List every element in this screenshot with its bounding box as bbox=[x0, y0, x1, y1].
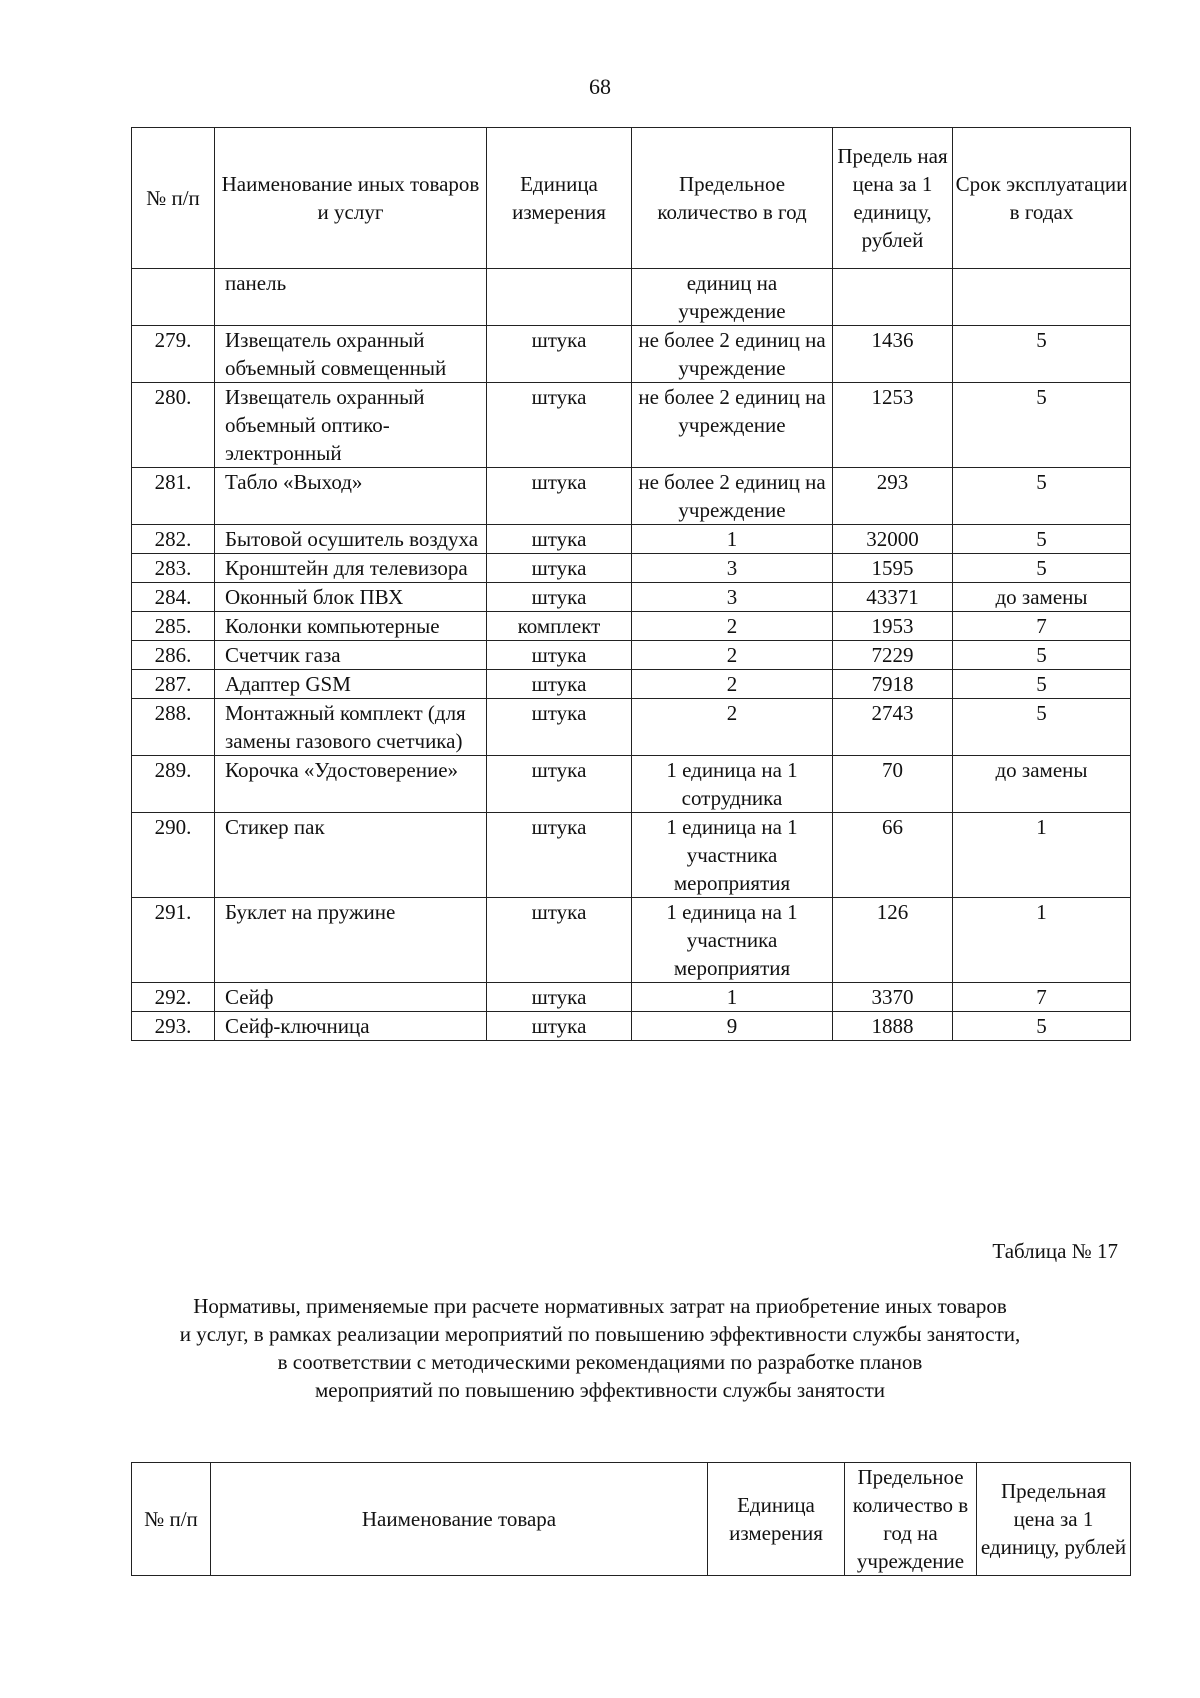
item-name-cell: Извещатель охранный объемный совмещенный bbox=[215, 326, 487, 383]
table-title-line: мероприятий по повышению эффективности службы занятости bbox=[314, 1378, 886, 1402]
table-row bbox=[132, 813, 1131, 898]
item-name-cell: Кронштейн для телевизора bbox=[215, 554, 487, 583]
lifetime-cell: 5 bbox=[953, 1012, 1131, 1041]
table-caption: Таблица № 17 bbox=[992, 1239, 1118, 1263]
quantity-cell: не более 2 единиц на учреждение bbox=[632, 383, 833, 468]
item-name-cell: панель bbox=[215, 269, 487, 326]
quantity-cell: 1 bbox=[632, 525, 833, 554]
row-number-cell: 290. bbox=[132, 813, 215, 898]
col-header-quantity: Предельное количество в год bbox=[632, 128, 833, 269]
unit-cell bbox=[487, 269, 632, 326]
table-row bbox=[132, 383, 1131, 468]
table-title bbox=[100, 1292, 1100, 1404]
row-number-cell: 288. bbox=[132, 699, 215, 756]
table-row bbox=[132, 269, 1131, 326]
unit-cell: штука bbox=[487, 525, 632, 554]
table-row bbox=[132, 898, 1131, 983]
quantity-cell: 1 единица на 1 участника мероприятия bbox=[632, 898, 833, 983]
quantity-cell: единиц на учреждение bbox=[632, 269, 833, 326]
unit-cell: штука bbox=[487, 813, 632, 898]
table-row bbox=[132, 983, 1131, 1012]
price-cell: 1888 bbox=[833, 1012, 953, 1041]
price-cell: 66 bbox=[833, 813, 953, 898]
unit-cell: штука bbox=[487, 1012, 632, 1041]
lifetime-cell: 5 bbox=[953, 468, 1131, 525]
quantity-cell: 1 единица на 1 участника мероприятия bbox=[632, 813, 833, 898]
item-name-cell: Сейф-ключница bbox=[215, 1012, 487, 1041]
price-cell: 7229 bbox=[833, 641, 953, 670]
quantity-cell: 3 bbox=[632, 554, 833, 583]
col-header-unit: Единица измерения bbox=[708, 1463, 845, 1576]
price-cell bbox=[833, 269, 953, 326]
quantity-cell: не более 2 единиц на учреждение bbox=[632, 326, 833, 383]
row-number-cell: 293. bbox=[132, 1012, 215, 1041]
lifetime-cell bbox=[953, 269, 1131, 326]
row-number-cell: 280. bbox=[132, 383, 215, 468]
unit-cell: штука bbox=[487, 468, 632, 525]
unit-cell: штука bbox=[487, 670, 632, 699]
unit-cell: штука bbox=[487, 983, 632, 1012]
table-row bbox=[132, 525, 1131, 554]
unit-cell: штука bbox=[487, 641, 632, 670]
item-name-cell: Стикер пак bbox=[215, 813, 487, 898]
unit-cell: штука bbox=[487, 326, 632, 383]
quantity-cell: 2 bbox=[632, 641, 833, 670]
price-cell: 1953 bbox=[833, 612, 953, 641]
quantity-cell: 3 bbox=[632, 583, 833, 612]
unit-cell: штука bbox=[487, 756, 632, 813]
norms-table-17 bbox=[131, 1462, 1131, 1576]
unit-cell: штука bbox=[487, 554, 632, 583]
table-header-row bbox=[132, 1463, 1131, 1576]
price-cell: 2743 bbox=[833, 699, 953, 756]
row-number-cell: 283. bbox=[132, 554, 215, 583]
item-name-cell: Счетчик газа bbox=[215, 641, 487, 670]
lifetime-cell: 5 bbox=[953, 641, 1131, 670]
col-header-name: Наименование иных товаров и услуг bbox=[215, 128, 487, 269]
row-number-cell: 287. bbox=[132, 670, 215, 699]
price-cell: 1595 bbox=[833, 554, 953, 583]
table-row bbox=[132, 756, 1131, 813]
row-number-cell: 289. bbox=[132, 756, 215, 813]
col-header-name: Наименование товара bbox=[211, 1463, 708, 1576]
item-name-cell: Монтажный комплект (для замены газового счетчика) bbox=[215, 699, 487, 756]
lifetime-cell: 5 bbox=[953, 699, 1131, 756]
lifetime-cell: 1 bbox=[953, 813, 1131, 898]
quantity-cell: 1 единица на 1 сотрудника bbox=[632, 756, 833, 813]
table-header-row bbox=[132, 128, 1131, 269]
item-name-cell: Оконный блок ПВХ bbox=[215, 583, 487, 612]
lifetime-cell: 5 bbox=[953, 383, 1131, 468]
row-number-cell: 279. bbox=[132, 326, 215, 383]
col-header-number: № п/п bbox=[132, 128, 215, 269]
lifetime-cell: 5 bbox=[953, 554, 1131, 583]
table-body bbox=[132, 269, 1131, 1041]
item-name-cell: Сейф bbox=[215, 983, 487, 1012]
lifetime-cell: 1 bbox=[953, 898, 1131, 983]
row-number-cell: 284. bbox=[132, 583, 215, 612]
price-cell: 1436 bbox=[833, 326, 953, 383]
item-name-cell: Колонки компьютерные bbox=[215, 612, 487, 641]
row-number-cell: 286. bbox=[132, 641, 215, 670]
item-name-cell: Бытовой осушитель воздуха bbox=[215, 525, 487, 554]
price-cell: 43371 bbox=[833, 583, 953, 612]
lifetime-cell: до замены bbox=[953, 583, 1131, 612]
quantity-cell: 9 bbox=[632, 1012, 833, 1041]
lifetime-cell: 7 bbox=[953, 983, 1131, 1012]
row-number-cell: 292. bbox=[132, 983, 215, 1012]
unit-cell: штука bbox=[487, 699, 632, 756]
quantity-cell: 2 bbox=[632, 612, 833, 641]
price-cell: 126 bbox=[833, 898, 953, 983]
quantity-cell: 2 bbox=[632, 699, 833, 756]
col-header-price: Предельная цена за 1 единицу, рублей bbox=[977, 1463, 1131, 1576]
price-cell: 1253 bbox=[833, 383, 953, 468]
norms-table-continued bbox=[131, 127, 1131, 1041]
unit-cell: штука bbox=[487, 583, 632, 612]
lifetime-cell: 5 bbox=[953, 525, 1131, 554]
table-row bbox=[132, 670, 1131, 699]
quantity-cell: 2 bbox=[632, 670, 833, 699]
lifetime-cell: 5 bbox=[953, 670, 1131, 699]
unit-cell: штука bbox=[487, 898, 632, 983]
price-cell: 3370 bbox=[833, 983, 953, 1012]
page-number: 68 bbox=[589, 74, 611, 99]
table-row bbox=[132, 468, 1131, 525]
lifetime-cell: 7 bbox=[953, 612, 1131, 641]
quantity-cell: 1 bbox=[632, 983, 833, 1012]
item-name-cell: Извещатель охранный объемный оптико-электронный bbox=[215, 383, 487, 468]
price-cell: 70 bbox=[833, 756, 953, 813]
table-row bbox=[132, 583, 1131, 612]
row-number-cell: 281. bbox=[132, 468, 215, 525]
col-header-number: № п/п bbox=[132, 1463, 211, 1576]
table-title-line: и услуг, в рамках реализации мероприятий по повышению эффективности службы занятости, bbox=[179, 1322, 1021, 1346]
quantity-cell: не более 2 единиц на учреждение bbox=[632, 468, 833, 525]
col-header-unit: Единица измерения bbox=[487, 128, 632, 269]
col-header-lifetime: Срок эксплуатации в годах bbox=[953, 128, 1131, 269]
table-title-line: в соответствии с методическими рекомендациями по разработке планов bbox=[277, 1350, 923, 1374]
price-cell: 293 bbox=[833, 468, 953, 525]
table-row bbox=[132, 326, 1131, 383]
table-title-line: Нормативы, применяемые при расчете нормативных затрат на приобретение иных товаров bbox=[193, 1294, 1007, 1318]
unit-cell: комплект bbox=[487, 612, 632, 641]
item-name-cell: Корочка «Удостоверение» bbox=[215, 756, 487, 813]
table-row bbox=[132, 1012, 1131, 1041]
item-name-cell: Адаптер GSM bbox=[215, 670, 487, 699]
unit-cell: штука bbox=[487, 383, 632, 468]
row-number-cell: 291. bbox=[132, 898, 215, 983]
col-header-quantity: Предельное количество в год на учреждение bbox=[845, 1463, 977, 1576]
lifetime-cell: 5 bbox=[953, 326, 1131, 383]
row-number-cell: 282. bbox=[132, 525, 215, 554]
item-name-cell: Буклет на пружине bbox=[215, 898, 487, 983]
price-cell: 7918 bbox=[833, 670, 953, 699]
price-cell: 32000 bbox=[833, 525, 953, 554]
table-row bbox=[132, 612, 1131, 641]
row-number-cell: 285. bbox=[132, 612, 215, 641]
table-row bbox=[132, 554, 1131, 583]
table-row bbox=[132, 641, 1131, 670]
table-row bbox=[132, 699, 1131, 756]
item-name-cell: Табло «Выход» bbox=[215, 468, 487, 525]
row-number-cell bbox=[132, 269, 215, 326]
lifetime-cell: до замены bbox=[953, 756, 1131, 813]
col-header-price: Предель ная цена за 1 единицу, рублей bbox=[833, 128, 953, 269]
